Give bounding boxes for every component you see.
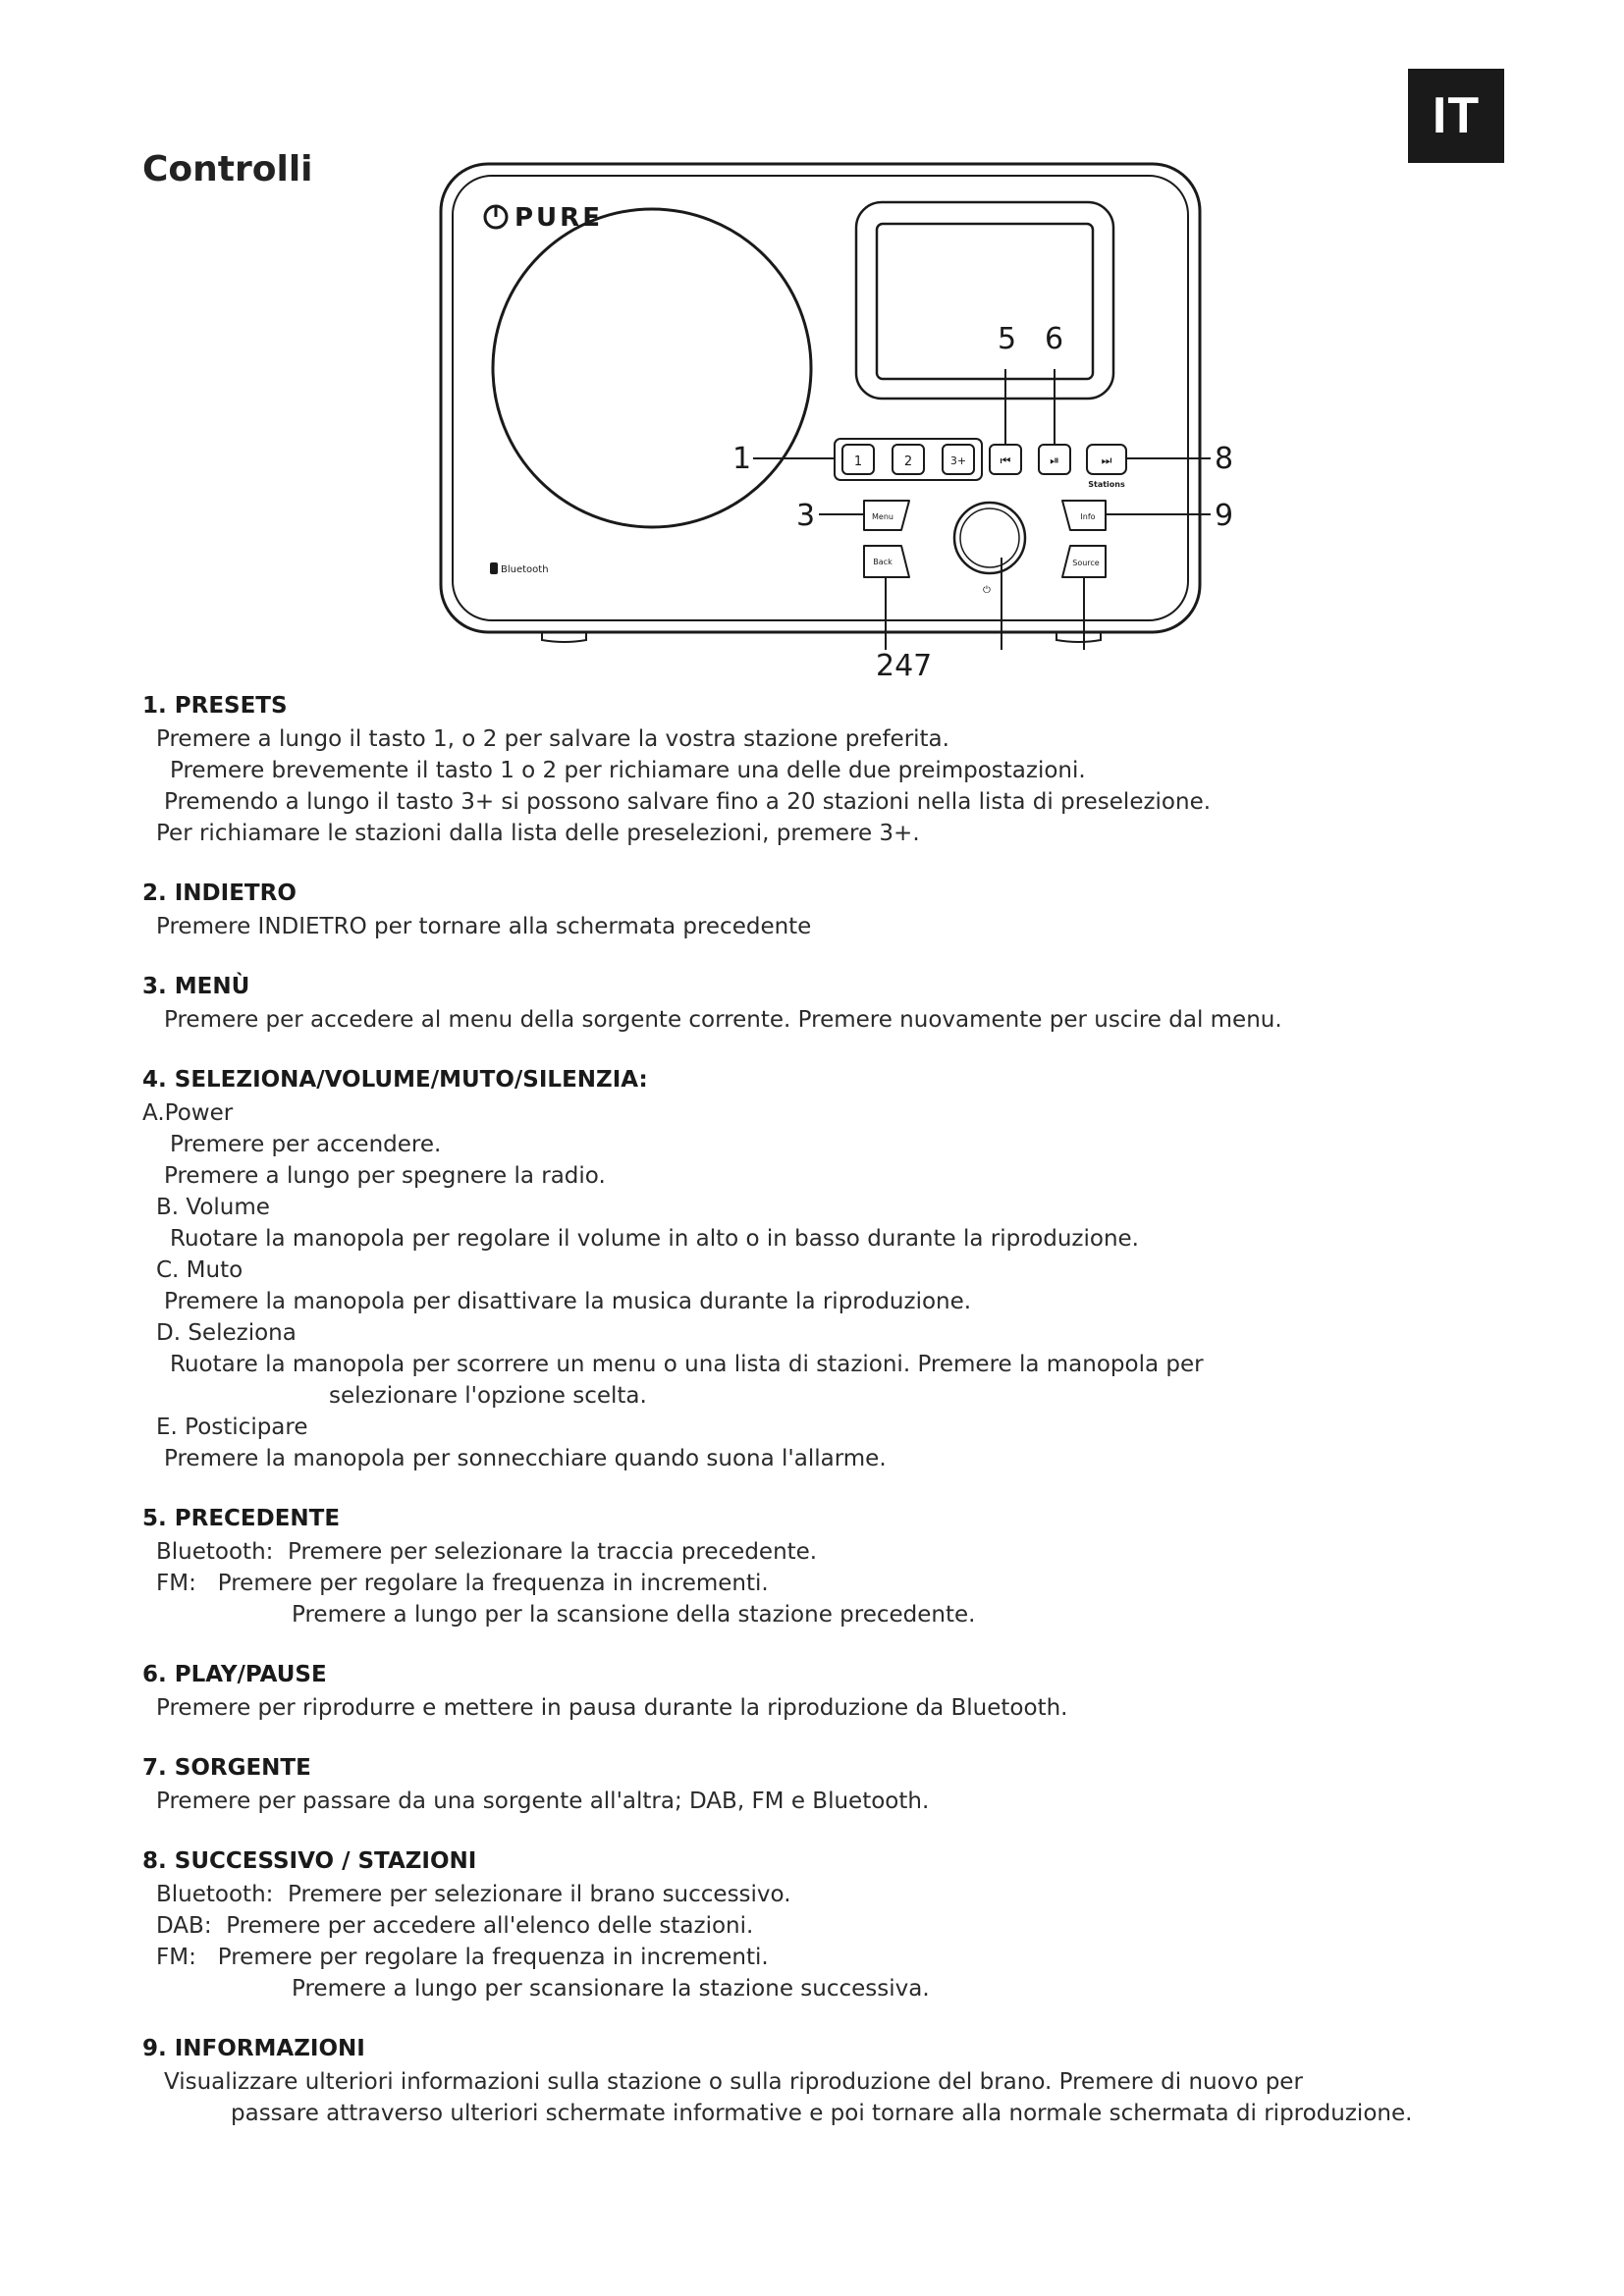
section-line: B. Volume [156, 1195, 270, 1220]
bluetooth-label: Bluetooth [501, 564, 549, 575]
section-line: Bluetooth: Premere per selezionare la traccia precedente. [156, 1539, 818, 1565]
section-line: Bluetooth: Premere per selezionare il brano successivo. [156, 1882, 791, 1907]
section-line: Ruotare la manopola per scorrere un menu o una lista di stazioni. Premere la manopola per [170, 1352, 1204, 1377]
section-menu [142, 971, 1537, 1036]
section-line: Premere la manopola per sonnecchiare quando suona l'allarme. [164, 1446, 887, 1471]
power-icon: ⏻ [983, 585, 991, 596]
section-heading: 2. INDIETRO [142, 881, 297, 906]
callout-247: 247 [876, 649, 933, 683]
section-heading: 9. INFORMAZIONI [142, 2036, 365, 2061]
section-line: Premere a lungo per la scansione della stazione precedente. [292, 1602, 976, 1628]
section-line: Premere a lungo il tasto 1, o 2 per salvare la vostra stazione preferita. [156, 726, 949, 752]
section-heading: 6. PLAY/PAUSE [142, 1662, 327, 1687]
section-line: Premendo a lungo il tasto 3+ si possono salvare fino a 20 stazioni nella lista di preselezione. [164, 789, 1212, 815]
section-line: Per richiamare le stazioni dalla lista delle preselezioni, premere 3+. [156, 821, 920, 846]
section-line: Premere a lungo per spegnere la radio. [164, 1163, 606, 1189]
preset-button-2[interactable] [893, 445, 924, 474]
pure-logo [485, 203, 603, 233]
section-heading: 7. SORGENTE [142, 1755, 311, 1781]
info-button[interactable] [1062, 501, 1106, 530]
section-successivo [142, 1845, 1537, 2004]
section-line: Premere la manopola per disattivare la musica durante la riproduzione. [164, 1289, 972, 1314]
section-line: C. Muto [156, 1257, 244, 1283]
section-play-pause [142, 1659, 1537, 1724]
play-pause-icon: ⏯ [1050, 454, 1059, 467]
bluetooth-marking [490, 562, 549, 575]
section-indietro [142, 878, 1537, 942]
preset-button-1-label: 1 [853, 454, 863, 469]
section-line: passare attraverso ulteriori schermate informative e poi tornare alla normale schermata di riproduzione. [231, 2101, 1413, 2126]
preset-button-3plus[interactable] [943, 445, 974, 474]
section-heading: 5. PRECEDENTE [142, 1506, 341, 1531]
source-label: Source [1072, 559, 1100, 567]
speaker-grille [493, 209, 811, 527]
section-precedente [142, 1503, 1537, 1630]
previous-button[interactable] [990, 445, 1021, 474]
section-line: DAB: Premere per accedere all'elenco delle stazioni. [156, 1913, 754, 1939]
section-line: selezionare l'opzione scelta. [329, 1383, 647, 1409]
control-descriptions [142, 690, 1537, 2158]
brand-label: PURE [514, 203, 603, 233]
section-line: Premere per accedere al menu della sorgente corrente. Premere nuovamente per uscire dal menu. [164, 1007, 1282, 1033]
menu-button[interactable] [864, 501, 909, 530]
rotary-knob[interactable] [954, 503, 1025, 573]
section-line: Premere brevemente il tasto 1 o 2 per richiamare una delle due preimpostazioni. [170, 758, 1086, 783]
section-line: Premere per accendere. [170, 1132, 442, 1157]
section-informazioni [142, 2033, 1537, 2129]
next-icon: ⏭ [1101, 454, 1112, 467]
section-line: Ruotare la manopola per regolare il volume in alto o in basso durante la riproduzione. [170, 1226, 1139, 1252]
section-heading: 3. MENÙ [142, 974, 250, 999]
section-line: Premere per riprodurre e mettere in pausa durante la riproduzione da Bluetooth. [156, 1695, 1068, 1721]
info-label: Info [1080, 512, 1096, 521]
section-heading: 8. SUCCESSIVO / STAZIONI [142, 1848, 477, 1874]
callout-9: 9 [1215, 499, 1234, 533]
preset-button-3plus-label: 3+ [949, 454, 967, 467]
section-line: FM: Premere per regolare la frequenza in incrementi. [156, 1571, 769, 1596]
page-title: Controlli [142, 149, 313, 189]
section-line: E. Posticipare [156, 1415, 308, 1440]
source-button[interactable] [1062, 546, 1106, 577]
language-badge: IT [1408, 69, 1504, 163]
next-stations-button[interactable] [1087, 445, 1126, 474]
play-pause-button[interactable] [1039, 445, 1070, 474]
callout-3: 3 [796, 499, 816, 533]
stations-label: Stations [1088, 480, 1125, 489]
section-line: Premere INDIETRO per tornare alla schermata precedente [156, 914, 812, 939]
radio-diagram [0, 0, 1624, 707]
section-seleziona-volume [142, 1064, 1537, 1474]
section-line: A.Power [142, 1100, 234, 1126]
section-heading: 1. PRESETS [142, 693, 288, 719]
previous-icon: ⏮ [1000, 454, 1011, 467]
section-line: Premere a lungo per scansionare la stazione successiva. [292, 1976, 930, 2002]
callout-5: 5 [998, 322, 1017, 356]
section-heading: 4. SELEZIONA/VOLUME/MUTO/SILENZIA: [142, 1067, 648, 1093]
preset-button-2-label: 2 [903, 454, 913, 469]
back-button[interactable] [864, 546, 909, 577]
section-line: FM: Premere per regolare la frequenza in incrementi. [156, 1945, 769, 1970]
callout-1: 1 [732, 442, 752, 476]
callout-8: 8 [1215, 442, 1234, 476]
preset-button-1[interactable] [842, 445, 874, 474]
callout-6: 6 [1045, 322, 1064, 356]
section-sorgente [142, 1752, 1537, 1817]
menu-label: Menu [872, 512, 893, 521]
section-line: Visualizzare ulteriori informazioni sulla stazione o sulla riproduzione del brano. Premere di nuovo per [164, 2069, 1303, 2095]
back-label: Back [873, 558, 893, 566]
section-line: D. Seleziona [156, 1320, 297, 1346]
section-line: Premere per passare da una sorgente all'altra; DAB, FM e Bluetooth. [156, 1789, 930, 1814]
display-outer [856, 202, 1113, 399]
section-presets [142, 690, 1537, 849]
